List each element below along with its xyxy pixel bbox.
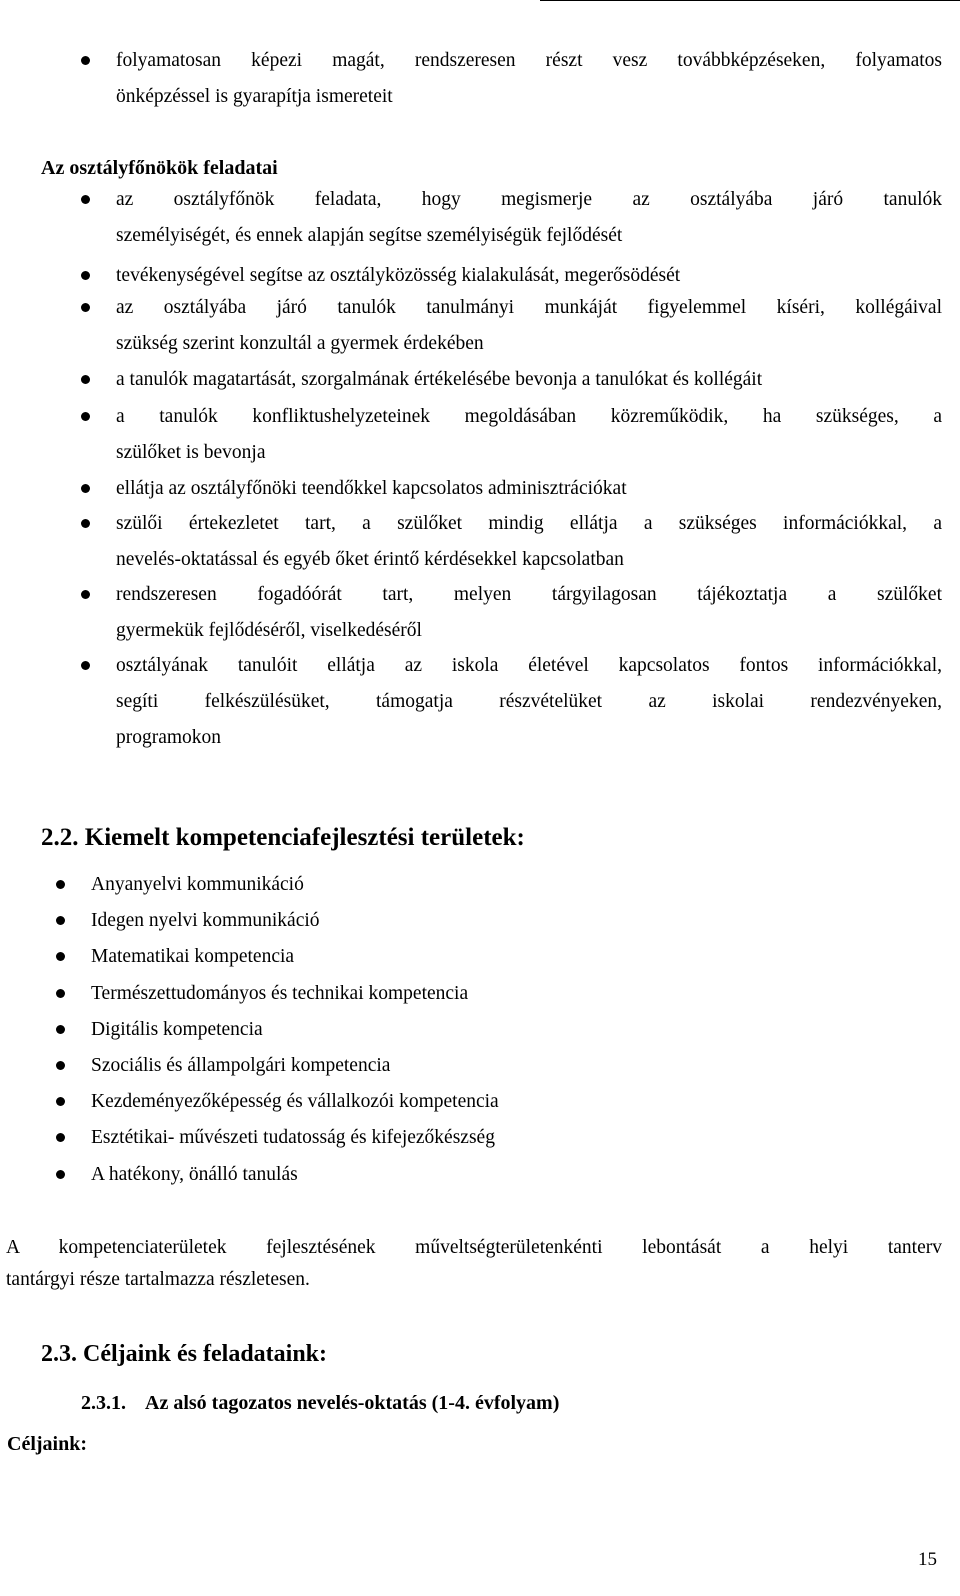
bullet-icon	[56, 1097, 65, 1106]
list-item-line: rendszeresen fogadóórát tart, melyen tárgyilagosan tájékoztatja a szülőket	[116, 584, 942, 605]
heading-number: 2.3.1.	[81, 1392, 126, 1414]
list-item-line: nevelés-oktatással és egyéb őket érintő kérdésekkel kapcsolatban	[116, 549, 624, 570]
bullet-icon	[81, 56, 90, 65]
competency-label: A hatékony, önálló tanulás	[91, 1163, 298, 1185]
heading-2-2: 2.2. Kiemelt kompetenciafejlesztési területek:	[41, 824, 525, 851]
bullet-icon	[81, 590, 90, 599]
bullet-icon	[81, 519, 90, 528]
bullet-icon	[56, 952, 65, 961]
bullet-icon	[81, 484, 90, 493]
heading-2-3-1	[81, 1390, 559, 1416]
list-item-line: a tanulók konfliktushelyzeteinek megoldásában közreműködik, ha szükséges, a	[116, 406, 942, 427]
list-item-line: tevékenységével segítse az osztályközösség kialakulását, megerősödését	[116, 265, 681, 286]
list-item-line: az osztályfőnök feladata, hogy megismerje az osztályába járó tanulók	[116, 189, 942, 210]
competency-label: Kezdeményezőképesség és vállalkozói kompetencia	[91, 1091, 499, 1113]
bullet-icon	[56, 880, 65, 889]
section-title: Az osztályfőnökök feladatai	[41, 157, 278, 179]
page-number: 15	[918, 1549, 937, 1570]
bullet-icon	[81, 303, 90, 312]
bullet-icon	[81, 375, 90, 384]
competency-label: Szociális és állampolgári kompetencia	[91, 1055, 391, 1076]
heading-text: Az alsó tagozatos nevelés-oktatás (1-4. évfolyam)	[145, 1392, 560, 1414]
bullet-icon	[56, 1133, 65, 1142]
list-item-line: szülői értekezletet tart, a szülőket mindig ellátja a szükséges információkkal, a	[116, 513, 942, 534]
competency-label: Természettudományos és technikai kompetencia	[91, 982, 469, 1004]
paragraph-line: tantárgyi része tartalmazza részletesen.	[6, 1269, 310, 1290]
bullet-icon	[56, 989, 65, 998]
competency-label: Anyanyelvi kommunikáció	[91, 874, 304, 895]
heading-2-3: 2.3. Céljaink és feladataink:	[41, 1341, 328, 1367]
list-item-line: szülőket is bevonja	[116, 442, 266, 463]
competency-label: Esztétikai- művészeti tudatosság és kifejezőkészség	[91, 1127, 495, 1149]
list-item-line: személyiségét, és ennek alapján segítse személyiségük fejlődését	[116, 225, 623, 246]
competency-label: Idegen nyelvi kommunikáció	[91, 910, 320, 932]
bullet-icon	[56, 916, 65, 925]
celjaink-label: Céljaink:	[7, 1433, 87, 1455]
list-item-line: önképzéssel is gyarapítja ismereteit	[116, 86, 393, 107]
top-rule	[540, 0, 960, 1]
bullet-icon	[81, 412, 90, 421]
bullet-icon	[56, 1170, 65, 1179]
competency-label: Matematikai kompetencia	[91, 946, 295, 968]
bullet-icon	[81, 271, 90, 280]
paragraph-line: A kompetenciaterületek fejlesztésének műveltségterületenkénti lebontását a helyi tanterv	[6, 1237, 942, 1258]
list-item-line: szükség szerint konzultál a gyermek érdekében	[116, 333, 484, 354]
list-item-line: az osztályába járó tanulók tanulmányi munkáját figyelemmel kíséri, kollégáival	[116, 297, 942, 318]
list-item-line: folyamatosan képezi magát, rendszeresen részt vesz továbbképzéseken, folyamatos	[116, 50, 942, 71]
bullet-icon	[56, 1061, 65, 1070]
bullet-icon	[81, 195, 90, 204]
list-item-line: gyermekük fejlődéséről, viselkedéséről	[116, 620, 422, 641]
list-item-line: ellátja az osztályfőnöki teendőkkel kapcsolatos adminisztrációkat	[116, 478, 627, 499]
bullet-icon	[56, 1025, 65, 1034]
list-item-line: programokon	[116, 727, 222, 748]
bullet-icon	[81, 661, 90, 670]
competency-label: Digitális kompetencia	[91, 1018, 263, 1040]
list-item-line: segíti felkészülésüket, támogatja részvételüket az iskolai rendezvényeken,	[116, 691, 942, 712]
list-item-line: a tanulók magatartását, szorgalmának értékelésébe bevonja a tanulókat és kollégáit	[116, 369, 763, 390]
list-item-line: osztályának tanulóit ellátja az iskola életével kapcsolatos fontos információkkal,	[116, 655, 942, 676]
